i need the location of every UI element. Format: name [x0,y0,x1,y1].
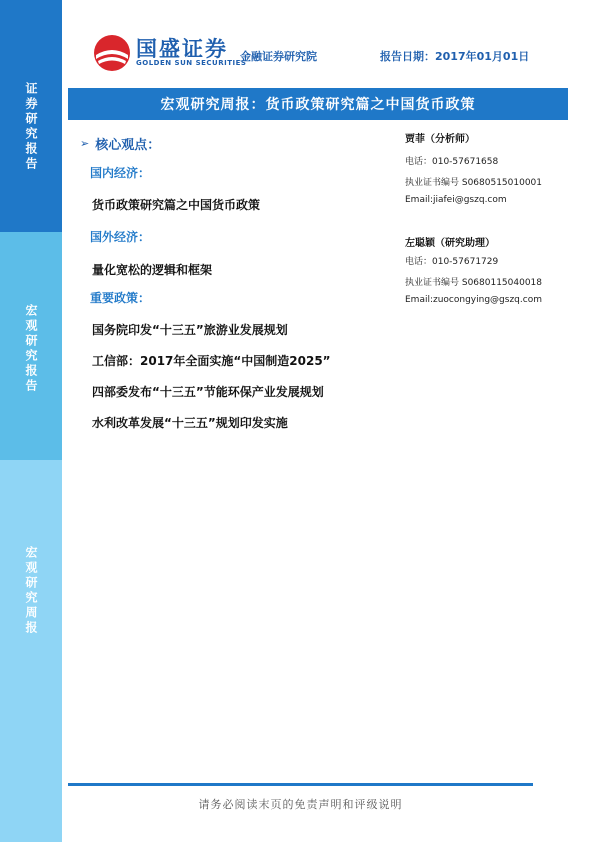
logo-english-name: GOLDEN SUN SECURITIES [136,59,247,67]
core-viewpoints-heading [80,134,390,153]
footer-divider [68,783,533,786]
analyst-cert: 执业证书编号 S0680115040018 [405,278,543,288]
report-title-bar [68,88,568,120]
list-item: 货币政策研究篇之中国货币政策 [92,198,261,212]
page-header [62,0,595,80]
list-item: 量化宽松的逻辑和框架 [92,263,213,277]
list-item: 国务院印发“十三五”旅游业发展规划 [92,323,288,337]
list-item: 水利改革发展“十三五”规划印发实施 [92,416,288,430]
section-label-foreign: 国外经济： [90,230,151,244]
report-date: 报告日期：2017年01月01日 [380,50,530,63]
section-label-policy: 重要政策： [90,291,151,305]
institute-name: 金融证券研究院 [240,50,317,63]
report-title: 宏观研究周报：货币政策研究篇之中国货币政策 [160,97,476,113]
sidebar-label-macro-weekly: 宏观研究周报 [24,546,38,636]
core-viewpoints [80,134,390,153]
section-label-domestic: 国内经济： [90,166,151,180]
sidebar-block-macro-report [0,232,62,460]
list-item: 工信部：2017年全面实施“中国制造2025” [92,354,331,368]
core-heading-text: 核心观点： [95,138,161,153]
left-sidebar [0,0,62,842]
analyst-phone: 电话：010-57671658 [405,157,499,167]
sidebar-label-securities-report: 证券研究报告 [24,82,38,172]
arrow-bullet-icon: ➢ [80,137,90,150]
analyst-phone: 电话：010-57671729 [405,257,499,267]
analyst-cert: 执业证书编号 S0680515010001 [405,178,543,188]
analyst-email[interactable]: Email:zuocongying@gszq.com [405,295,542,305]
sidebar-label-macro-report: 宏观研究报告 [24,304,38,394]
sun-logo-icon [92,33,132,73]
sidebar-block-securities-report [0,0,62,232]
analyst-name: 贾菲（分析师） [405,134,475,145]
analyst-name: 左聪颖（研究助理） [405,238,495,249]
footer-disclaimer: 请务必阅读末页的免责声明和评级说明 [198,798,403,811]
sidebar-block-macro-weekly [0,460,62,842]
analyst-email[interactable]: Email:jiafei@gszq.com [405,195,507,205]
list-item: 四部委发布“十三五”节能环保产业发展规划 [92,385,324,399]
logo-chinese-name: 国盛证券 [136,37,228,61]
